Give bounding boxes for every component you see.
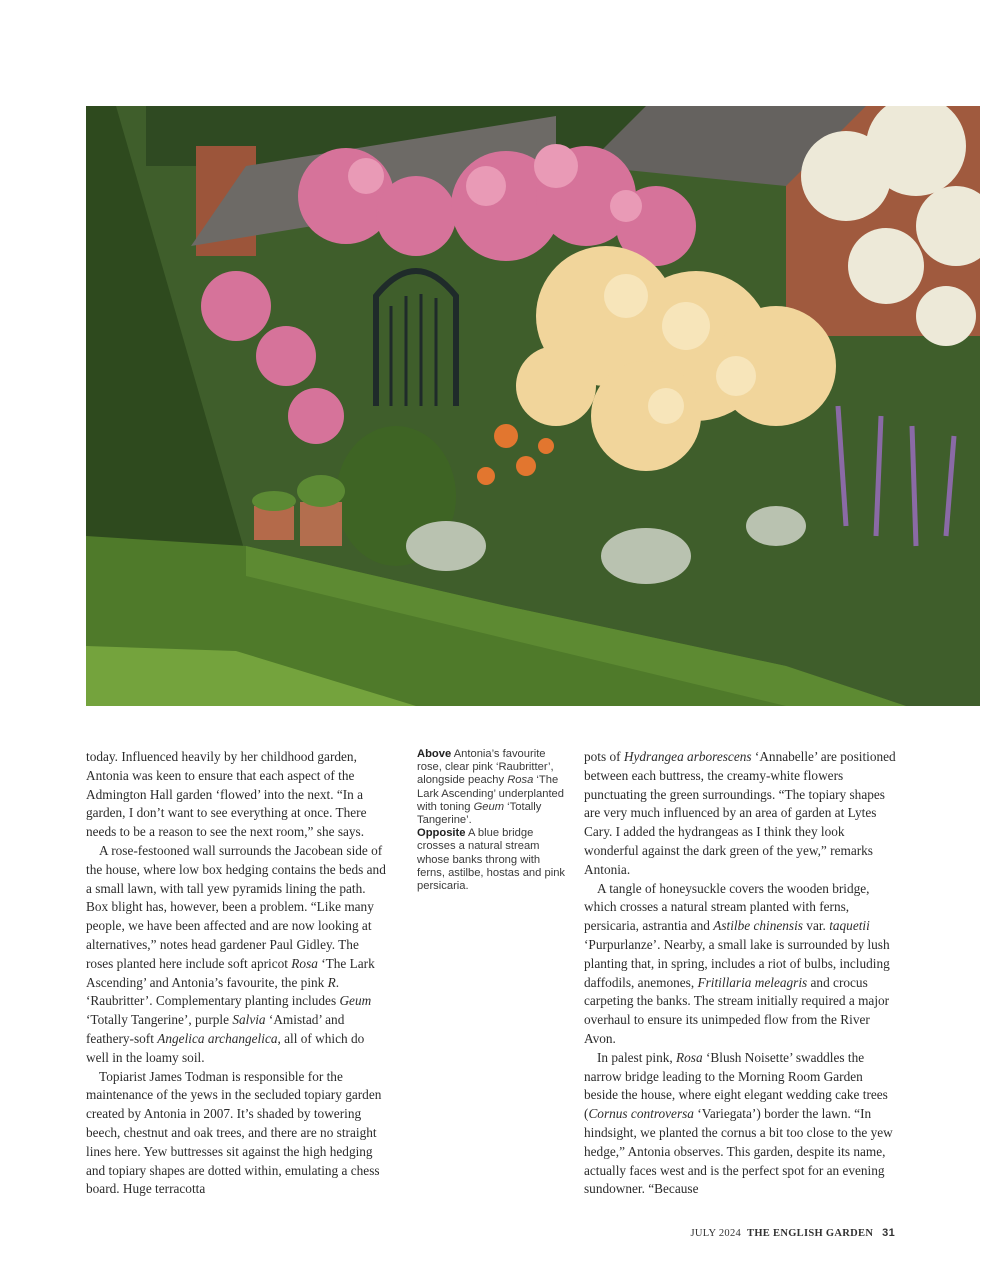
caption-above: Above Antonia’s favourite rose, clear pink ‘Raubritter’, alongside peachy Rosa ‘The Lark Ascending’ underplanted with toning Geum ‘Totally Tangerine’. xyxy=(417,748,564,827)
garden-illustration xyxy=(86,106,980,706)
paragraph: A tangle of honeysuckle covers the wooden bridge, which crosses a natural stream planted with ferns, persicaria, astrantia and Astilbe chinensis var. taquetii ‘Purpurlanze’. Nearby, a small lake is surrounded by lush planting that, in spring, includes a riot of bulbs, including daffodils, anemones, Fritillaria meleagris and crocus carpeting the banks. The stream initially required a major overhaul to ensure its unimpeded flow from the River Avon. xyxy=(584,880,890,1046)
paragraph: A rose-festooned wall surrounds the Jacobean side of the house, where low box hedging contains the beds and a small lawn, with tall yew pyramids lining the path. Box blight has, however, been a problem. “Like many people, we have been affected and are now looking at alternatives,” notes head gardener Paul Gidley. The roses planted here include soft apricot Rosa ‘The Lark Ascending’ and Antonia’s favourite, the pink R. ‘Raubritter’. Complementary planting includes Geum ‘Totally Tangerine’, purple Salvia ‘Amistad’ and feathery-soft Angelica archangelica, all of which do well in the loamy soil. xyxy=(86,842,386,1065)
body-column-1 xyxy=(86,748,388,1199)
paragraph: pots of Hydrangea arborescens ‘Annabelle’ are positioned between each buttress, the creamy-white flowers punctuating the green surroundings. “The topiary shapes are very much influenced by an area of garden at Lytes Cary. I added the hydrangeas as I think they look wonderful against the dark green of the yew,” remarks Antonia. xyxy=(584,749,896,877)
page-folio xyxy=(691,1227,895,1239)
paragraph: today. Influenced heavily by her childhood garden, Antonia was keen to ensure that each aspect of the Admington Hall garden ‘flowed’ into the next. “In a garden, I don’t want to see everything at once. There needs to be a reason to see the next room,” she says. xyxy=(86,749,367,840)
issue-date: JULY 2024 xyxy=(690,1228,742,1239)
photo-caption xyxy=(417,748,567,893)
caption-opposite: Opposite A blue bridge crosses a natural stream whose banks throng with ferns, astilbe, hostas and pink persicaria. xyxy=(417,827,566,893)
garden-photo xyxy=(86,106,980,706)
body-column-3 xyxy=(584,748,898,1199)
page-number: 31 xyxy=(882,1227,895,1239)
paragraph: Topiarist James Todman is responsible for the maintenance of the yews in the secluded topiary garden created by Antonia in 2007. It’s shaded by towering beech, chestnut and oak trees, and there are no straight lines here. Yew buttresses sit against the high hedging and topiary shapes are dotted within, emulating a chess board. Huge terracotta xyxy=(86,1068,382,1197)
magazine-name: THE ENGLISH GARDEN xyxy=(747,1228,874,1239)
paragraph: In palest pink, Rosa ‘Blush Noisette’ swaddles the narrow bridge leading to the Morning Room Garden beside the house, where eight elegant wedding cake trees (Cornus controversa ‘Variegata’) border the lawn. “In hindsight, we planted the cornus a bit too close to the yew hedge,” Antonia observes. This garden, despite its name, actually faces west and is the perfect spot for an evening sundowner. “Because xyxy=(584,1049,893,1197)
terracotta-pot xyxy=(254,506,294,540)
